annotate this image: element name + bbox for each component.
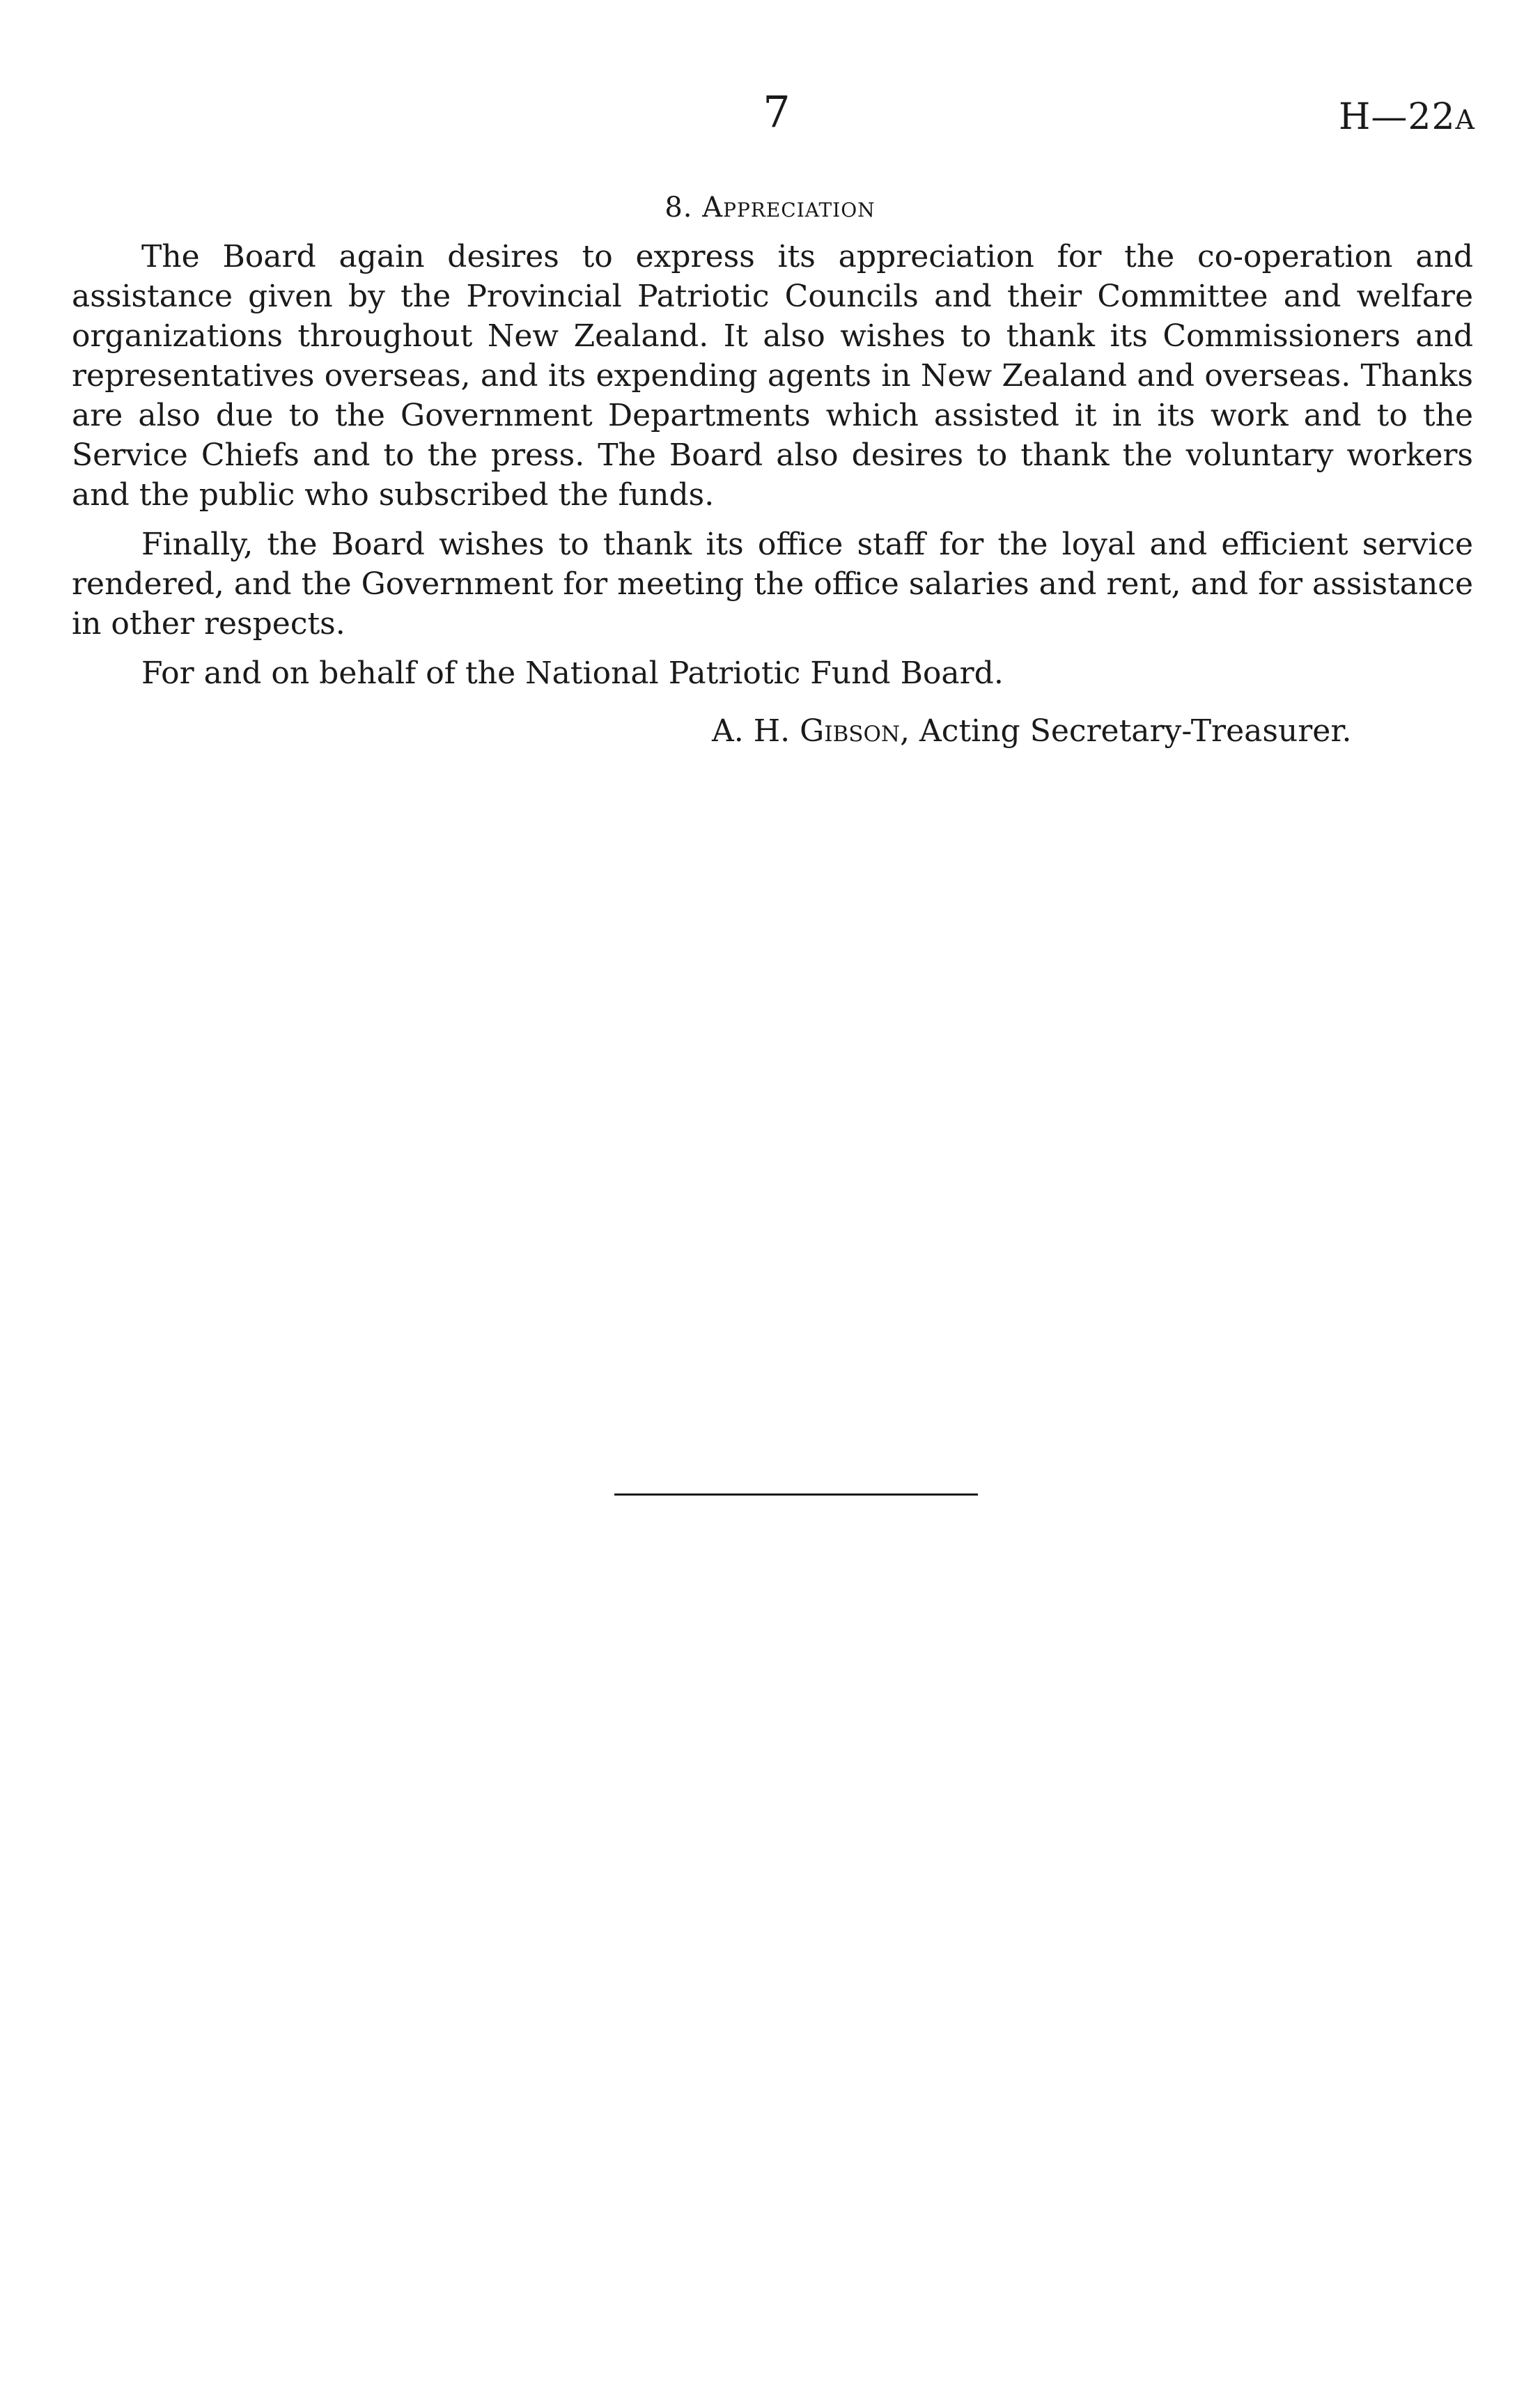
- document-code: [1339, 96, 1475, 138]
- section-heading: [0, 194, 1540, 222]
- document-code-suffix: A: [1455, 104, 1475, 135]
- paragraph-office-staff: Finally, the Board wishes to thank its office staff for the loyal and efficient service rendered, and the Government for meeting the office salaries and rent, and for assistance in other respects.: [72, 527, 1473, 642]
- paragraph-on-behalf: For and on behalf of the National Patriotic Fund Board.: [141, 655, 1004, 691]
- section-number: 8.: [664, 192, 693, 224]
- document-code-main: H—22: [1339, 96, 1456, 138]
- body-text: [72, 237, 1473, 703]
- signature-name: A. H. Gibson,: [712, 713, 910, 749]
- section-title: Appreciation: [702, 192, 876, 224]
- paragraph-appreciation: The Board again desires to express its appreciation for the co-operation and assistance given by the Provincial Patriotic Councils and their Committee and welfare organizations throughout New Zealand. It also wishes to thank its Commissioners and representatives overseas, and its expending agents in New Zealand and overseas. Thanks are also due to the Government Departments which assisted it in its work and to the Service Chiefs and to the press. The Board also desires to thank the voluntary workers and the public who subscribed the funds.: [72, 239, 1473, 513]
- horizontal-rule: [614, 1493, 978, 1496]
- page-number: 7: [763, 86, 791, 137]
- signature: [712, 713, 1352, 749]
- signature-title: Acting Secretary-Treasurer.: [919, 713, 1352, 749]
